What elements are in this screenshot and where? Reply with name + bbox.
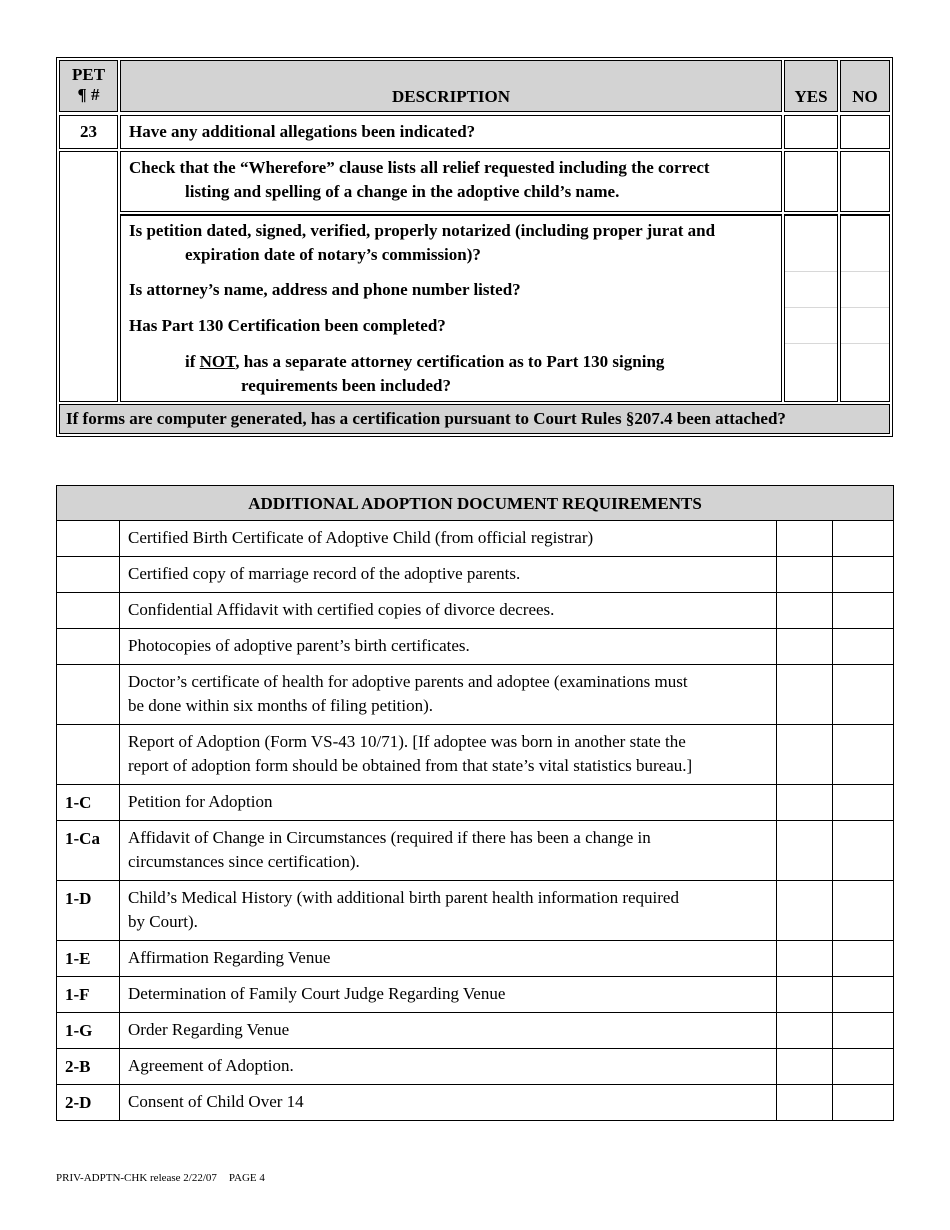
document-description-line1: Affidavit of Change in Circumstances (required if there has been a change in [128,828,651,847]
computer-generated-row [59,404,890,434]
document-description [119,593,776,629]
document-no-box[interactable] [832,1049,894,1085]
document-yes-box[interactable] [776,1085,832,1121]
document-row [56,1049,894,1085]
header-description: DESCRIPTION [391,87,511,106]
document-code: 2-D [56,1085,119,1121]
document-no-box[interactable] [832,1013,894,1049]
divider [785,271,837,272]
part130-text: Has Part 130 Certification been completed? [129,316,446,335]
document-description [119,1085,776,1121]
document-code: 1-E [56,941,119,977]
document-no-box[interactable] [832,521,894,557]
document-yes-box[interactable] [776,785,832,821]
ifnot-prefix: if [185,352,200,371]
document-description-line1: Certified Birth Certificate of Adoptive Child (from official registrar) [128,528,594,547]
document-yes-box[interactable] [776,593,832,629]
document-no-box[interactable] [832,941,894,977]
divider [785,343,837,344]
document-row [56,821,894,881]
document-row [56,665,894,725]
additional-documents-table [56,485,894,1116]
document-no-box[interactable] [832,593,894,629]
document-row [56,881,894,941]
divider [841,307,889,308]
document-yes-box[interactable] [776,629,832,665]
attorney-text: Is attorney’s name, address and phone number listed? [129,280,521,299]
computer-text: If forms are computer generated, has a certification pursuant to Court Rules §207.4 been attached? [66,409,786,428]
document-yes-box[interactable] [776,521,832,557]
document-description [119,1049,776,1085]
document-description-line1: Affirmation Regarding Venue [128,948,331,967]
header-no-cell [840,60,890,112]
ifnot-line2: requirements been included? [241,376,451,395]
dated-line1: Is petition dated, signed, verified, properly notarized (including proper jurat and [129,221,716,240]
header-yes: YES [794,87,828,106]
row23-yes-box[interactable] [784,115,838,149]
document-row [56,557,894,593]
header-description-cell [120,60,782,112]
document-description [119,629,776,665]
header-para: ¶ # [77,85,100,104]
document-description [119,977,776,1013]
document-description-line2: circumstances since certification). [128,852,360,871]
document-code [56,521,119,557]
document-code: 1-Ca [56,821,119,881]
wherefore-line1: Check that the “Wherefore” clause lists all relief requested including the correct [129,158,710,177]
row23-desc-cell [120,115,782,149]
document-no-box[interactable] [832,1085,894,1121]
document-description [119,725,776,785]
document-row [56,785,894,821]
document-yes-box[interactable] [776,1049,832,1085]
dated-line2: expiration date of notary’s commission)? [185,245,481,264]
footer-page-number: PAGE 4 [228,1172,265,1184]
document-yes-box[interactable] [776,941,832,977]
signing-yes-column [784,214,838,402]
document-code [56,665,119,725]
document-code: 2-B [56,1049,119,1085]
document-description-line1: Confidential Affidavit with certified copies of divorce decrees. [128,600,555,619]
document-row [56,977,894,1013]
document-no-box[interactable] [832,785,894,821]
document-no-box[interactable] [832,629,894,665]
header-no: NO [852,87,878,106]
document-code: 1-F [56,977,119,1013]
document-description [119,785,776,821]
wherefore-cell [120,151,782,212]
wherefore-line2: listing and spelling of a change in the adoptive child’s name. [185,182,620,201]
document-row [56,593,894,629]
document-no-box[interactable] [832,821,894,881]
document-row [56,941,894,977]
document-row [56,521,894,557]
ifnot-not: NOT [199,352,236,371]
row23-pet-cell [59,115,118,149]
document-description [119,941,776,977]
petition-checklist-table [56,57,893,437]
document-row [56,1013,894,1049]
document-row [56,1085,894,1121]
wherefore-no-box[interactable] [840,151,890,212]
document-description-line1: Determination of Family Court Judge Regarding Venue [128,984,506,1003]
document-description-line1: Consent of Child Over 14 [128,1092,304,1111]
document-yes-box[interactable] [776,1013,832,1049]
document-no-box[interactable] [832,977,894,1013]
header-pet-cell [59,60,118,112]
document-description-line1: Photocopies of adoptive parent’s birth certificates. [128,636,470,655]
divider [841,271,889,272]
row23-pet: 23 [80,122,97,141]
page-footer [56,1172,277,1184]
document-description-line1: Petition for Adoption [128,792,273,811]
document-yes-box[interactable] [776,665,832,725]
document-description [119,881,776,941]
document-row [56,725,894,785]
row23-text: Have any additional allegations been indicated? [129,122,476,141]
header-yes-cell [784,60,838,112]
document-description-line2: report of adoption form should be obtained from that state’s vital statistics bureau.] [128,756,693,775]
document-no-box[interactable] [832,725,894,785]
document-yes-box[interactable] [776,881,832,941]
document-description [119,557,776,593]
signing-group-cell [120,214,782,402]
document-no-box[interactable] [832,665,894,725]
document-no-box[interactable] [832,557,894,593]
document-yes-box[interactable] [776,557,832,593]
header-pet: PET [71,65,106,84]
document-yes-box[interactable] [776,725,832,785]
document-code [56,725,119,785]
document-description-line2: by Court). [128,912,198,931]
row23-no-box[interactable] [840,115,890,149]
document-code [56,629,119,665]
pet-blank-cell [59,151,118,402]
divider [785,307,837,308]
document-description-line1: Child’s Medical History (with additional birth parent health information required [128,888,679,907]
divider [841,343,889,344]
document-yes-box[interactable] [776,821,832,881]
ifnot-rest: , has a separate attorney certification as to Part 130 signing [235,352,665,371]
document-code [56,557,119,593]
signing-no-column [840,214,890,402]
document-description [119,665,776,725]
document-description-line2: be done within six months of filing petition). [128,696,434,715]
document-no-box[interactable] [832,881,894,941]
document-description-line1: Certified copy of marriage record of the adoptive parents. [128,564,521,583]
document-description-line1: Order Regarding Venue [128,1020,290,1039]
document-code: 1-C [56,785,119,821]
document-description-line1: Agreement of Adoption. [128,1056,294,1075]
document-yes-box[interactable] [776,977,832,1013]
document-code: 1-G [56,1013,119,1049]
footer-doc-id: PRIV-ADPTN-CHK release 2/22/07 [56,1172,217,1184]
document-description-line1: Doctor’s certificate of health for adoptive parents and adoptee (examinations must [128,672,688,691]
document-description [119,821,776,881]
document-description-line1: Report of Adoption (Form VS-43 10/71). [If adoptee was born in another state the [128,732,686,751]
document-row [56,629,894,665]
document-code [56,593,119,629]
wherefore-yes-box[interactable] [784,151,838,212]
table2-title: ADDITIONAL ADOPTION DOCUMENT REQUIREMENTS [56,485,894,521]
document-description [119,1013,776,1049]
document-code: 1-D [56,881,119,941]
document-description [119,521,776,557]
